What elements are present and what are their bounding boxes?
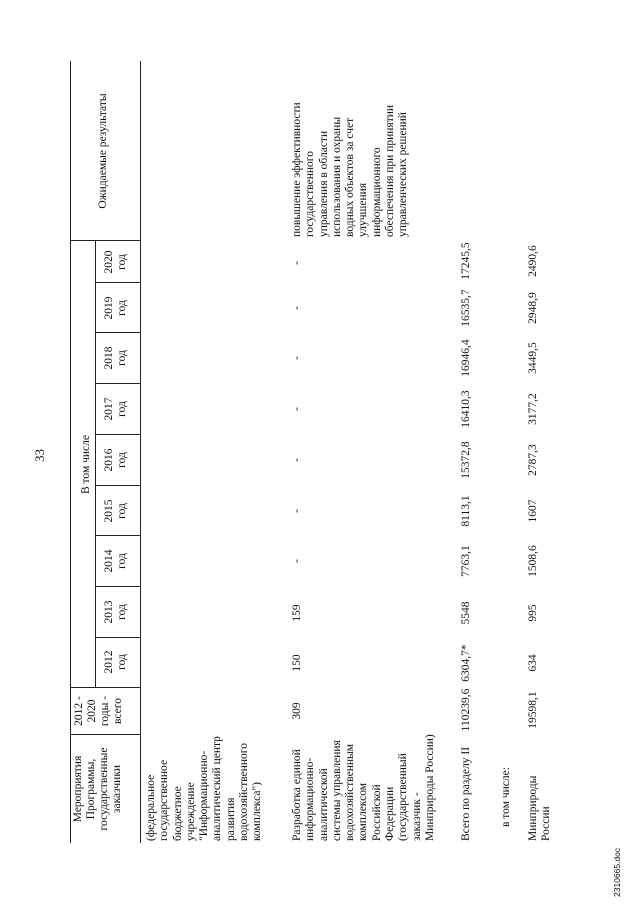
row-1-2012: 150	[291, 654, 303, 672]
col-divider-2012	[95, 637, 140, 638]
col-divider-measures	[70, 734, 140, 735]
row-2-measure: Всего по разделу II	[460, 746, 472, 841]
row-4-2018: 3449,5	[527, 342, 539, 374]
document-footer: 2310665.doc	[612, 847, 622, 897]
page-number: 33	[32, 449, 47, 462]
row-4-2015: 1607	[527, 499, 539, 523]
row-2-2017: 16410,3	[460, 390, 472, 428]
header-year-2017: 2017 год	[103, 397, 128, 421]
row-1-2016: -	[291, 458, 303, 462]
col-divider-2013	[95, 586, 140, 587]
header-total: 2012 - 2020 годы - всего	[73, 695, 124, 727]
row-1-result: повышение эффективности государственного управления в области использования и охраны водных объектов за счет улучшения информационного обеспечения при принятии управленческих решений	[291, 102, 410, 237]
row-1-2015: -	[291, 509, 303, 513]
col-divider-2019	[95, 282, 140, 283]
row-2-total: 110239,6	[460, 688, 472, 732]
row-1-2014: -	[291, 559, 303, 563]
table-top-border	[70, 61, 71, 843]
row-4-2019: 2948,9	[527, 292, 539, 324]
row-1-2020: -	[291, 261, 303, 265]
row-4-2020: 2490,6	[527, 245, 539, 277]
row-2-2015: 8113,1	[460, 495, 472, 527]
row-2-2012: 6304,7*	[460, 644, 472, 682]
header-year-2013: 2013 год	[103, 600, 128, 624]
col-divider-2014	[95, 535, 140, 536]
row-4-measure: Минприроды России	[527, 775, 553, 841]
row-4-2012: 634	[527, 654, 539, 672]
row-0-measure: (федеральное государственное бюджетное учреждение "Информационно- аналитический центр развития водохозяйственного комплекса")	[145, 736, 264, 841]
row-2-2016: 15372,8	[460, 441, 472, 479]
row-1-measure: Разработка единой информационно- аналитической системы управления водохозяйственным комплексом Российской Федерации (государственный заказчик - Минприроды России)	[291, 734, 436, 841]
header-year-2019: 2019 год	[103, 296, 128, 320]
years-subheader-line	[95, 241, 96, 688]
header-measures: Мероприятия Программы, государственные заказчики	[72, 747, 123, 831]
row-3-measure: в том числе:	[500, 767, 512, 827]
header-year-2014: 2014 год	[103, 549, 128, 573]
row-1-2017: -	[291, 407, 303, 411]
row-2-2020: 17245,5	[460, 242, 472, 280]
table-header-bottom-border	[140, 61, 141, 843]
row-4-2014: 1508,6	[527, 545, 539, 577]
header-year-2018: 2018 год	[103, 346, 128, 370]
col-divider-2018	[95, 332, 140, 333]
header-year-2012: 2012 год	[103, 650, 128, 674]
header-year-2020: 2020 год	[103, 250, 128, 274]
row-4-2013: 995	[527, 604, 539, 622]
row-4-2016: 2787,3	[527, 444, 539, 476]
col-divider-2016	[95, 434, 140, 435]
header-year-2016: 2016 год	[103, 448, 128, 472]
header-results: Ожидаемые результаты	[97, 93, 109, 209]
row-1-total: 309	[291, 702, 303, 720]
col-divider-2015	[95, 485, 140, 486]
row-4-2017: 3177,2	[527, 393, 539, 425]
col-divider-2017	[95, 383, 140, 384]
row-2-2013: 5548	[460, 601, 472, 625]
header-year-2015: 2015 год	[103, 499, 128, 523]
row-1-2013: 159	[291, 604, 303, 622]
row-2-2018: 16946,4	[460, 339, 472, 377]
row-1-2018: -	[291, 356, 303, 360]
row-2-2014: 7763,1	[460, 545, 472, 577]
row-2-2019: 16535,7	[460, 289, 472, 327]
header-including: В том числе	[80, 435, 92, 494]
row-4-total: 19598,1	[527, 691, 539, 729]
row-1-2019: -	[291, 306, 303, 310]
